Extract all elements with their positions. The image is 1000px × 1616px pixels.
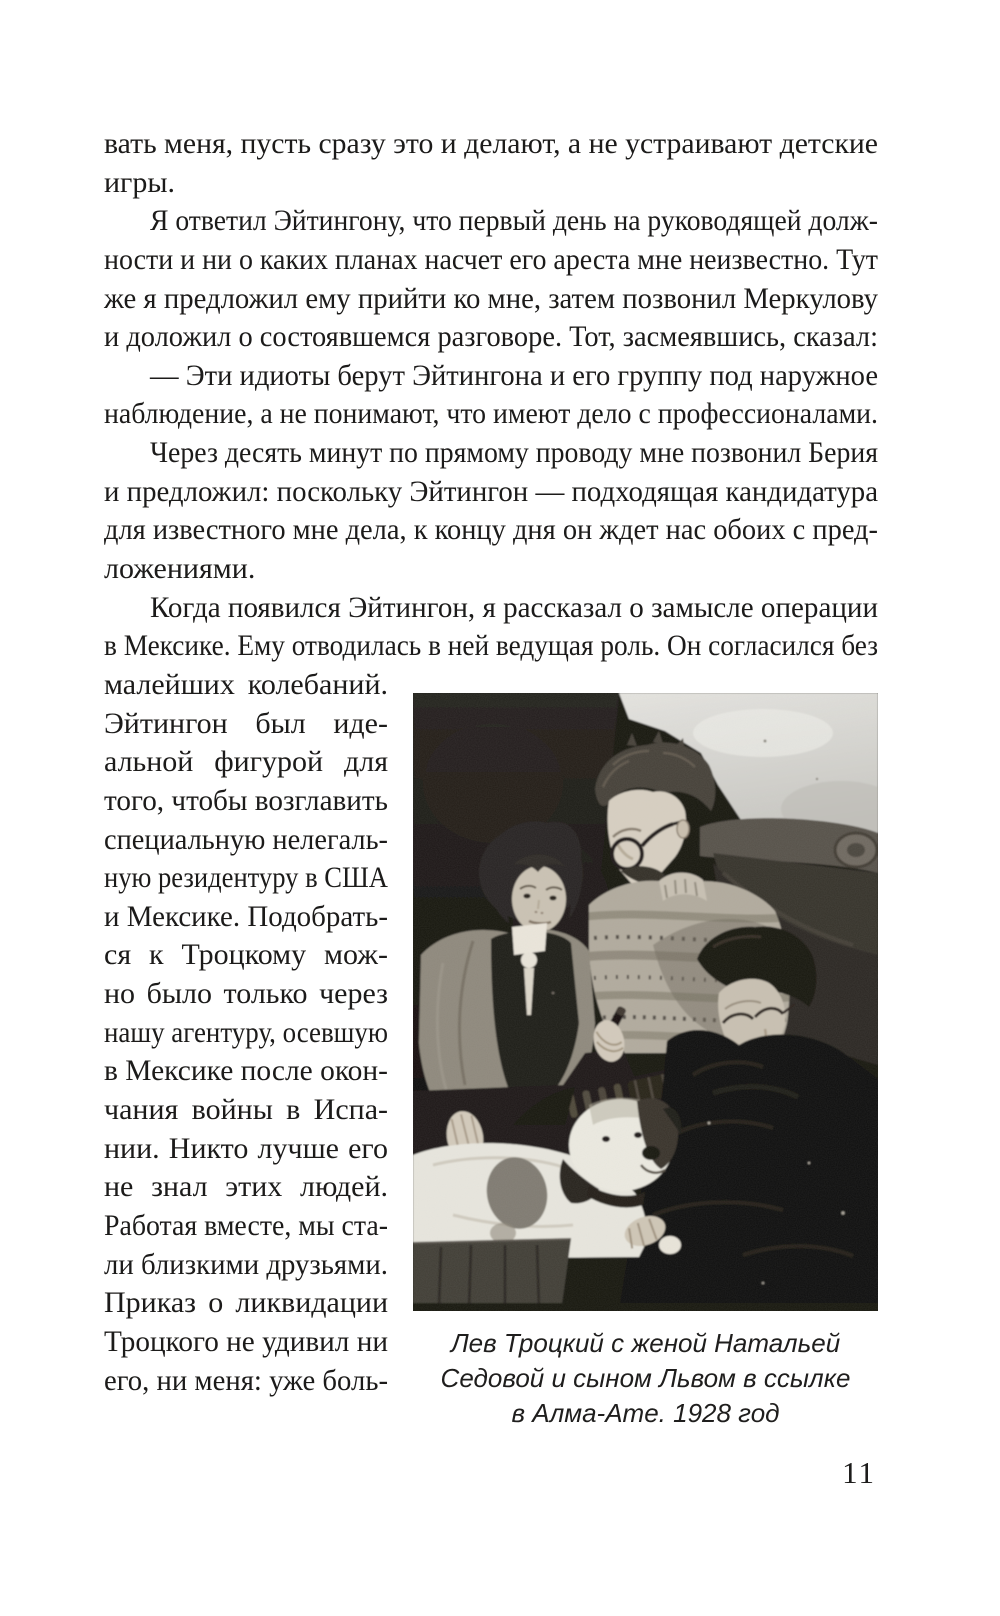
text-line: вать меня, пусть сразу это и делают, а не устраивают детские (104, 127, 878, 160)
text-line: Я ответил Эйтингону, что первый день на руководящей долж- (150, 204, 878, 238)
text-line: не знал этих людей. (104, 1170, 388, 1204)
text-line: ся к Троцкому мож- (104, 938, 388, 972)
body-text-column (104, 666, 388, 1400)
text-line: наблюдение, а не понимают, что имеют дело с профессионалами. (104, 397, 878, 431)
caption-line: Лев Троцкий с женой Натальей (450, 1328, 841, 1358)
text-line: для известного мне дела, к концу дня он ждет нас обоих с пред- (104, 513, 878, 547)
text-line: — Эти идиоты берут Эйтингона и его группу под наружное (150, 358, 878, 392)
text-line: ности и ни о каких планах насчет его ареста мне неизвестно. Тут (104, 242, 878, 276)
text-line: Приказ о ликвидации (104, 1286, 388, 1320)
text-line: того, чтобы возглавить (104, 783, 388, 817)
text-line: и доложил о состоявшемся разговоре. Тот, засмеявшись, сказал: (104, 320, 878, 354)
text-line: и Мексике. Подобрать- (104, 899, 388, 933)
text-line: но было только через (104, 977, 388, 1011)
text-line: в Мексике. Ему отводилась в ней ведущая роль. Он согласился без (104, 629, 878, 663)
text-line: ложениями. (104, 552, 256, 586)
page-number: 11 (842, 1455, 876, 1490)
text-line: ную резидентуру в США (104, 861, 388, 895)
text-line: в Мексике после окон- (104, 1054, 388, 1088)
text-line: нашу агентуру, осевшую (104, 1015, 388, 1049)
text-line: чания войны в Испа- (104, 1093, 388, 1127)
text-line: Троцкого не удивил ни (104, 1324, 388, 1358)
photo-image (413, 693, 878, 1311)
text-line: малейших колебаний. (104, 668, 388, 701)
body-text (104, 125, 878, 666)
caption-line: Седовой и сыном Львом в ссылке (440, 1363, 851, 1393)
text-line: Работая вместе, мы ста- (104, 1208, 388, 1242)
text-line: Когда появился Эйтингон, я рассказал о замысле операции (150, 590, 878, 624)
text-line: альной фигурой для (104, 745, 388, 779)
text-line: нии. Никто лучше его (104, 1131, 388, 1165)
caption-line: в Алма-Ате. 1928 год (511, 1398, 780, 1428)
text-line: Через десять минут по прямому проводу мне позвонил Берия (150, 436, 878, 470)
text-line: и предложил: поскольку Эйтингон — подходящая кандидатура (104, 474, 878, 508)
text-line: его, ни меня: уже боль- (104, 1363, 388, 1397)
text-line: игры. (104, 165, 176, 199)
text-line: ли близкими друзьями. (104, 1247, 388, 1281)
text-line: же я предложил ему прийти ко мне, затем позвонил Меркулову (104, 281, 878, 315)
text-line: специальную нелегаль- (104, 822, 388, 856)
photo-trotsky-family (413, 693, 878, 1311)
photo-caption (413, 1326, 878, 1431)
text-line: Эйтингон был иде- (104, 706, 388, 740)
